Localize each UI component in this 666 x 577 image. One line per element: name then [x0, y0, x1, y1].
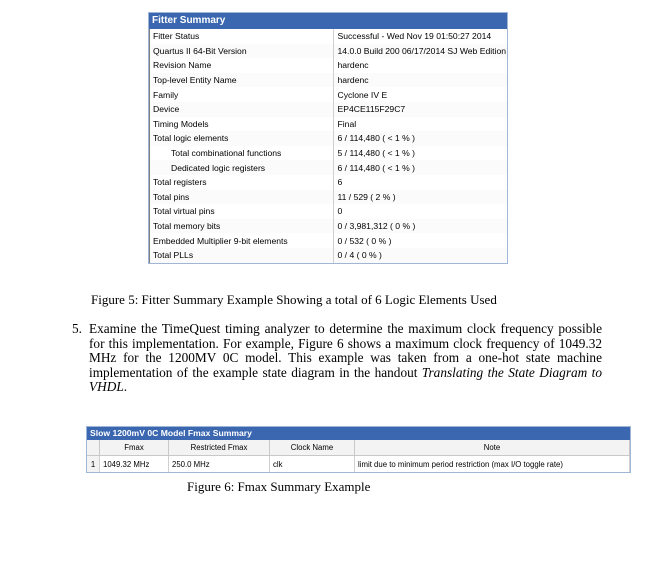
fmax-value: 1049.32 MHz — [100, 456, 169, 473]
row-label: Total combinational functions — [150, 146, 334, 161]
row-value: 6 / 114,480 ( < 1 % ) — [333, 160, 507, 175]
row-label: Quartus II 64-Bit Version — [150, 44, 334, 59]
row-value: Successful - Wed Nov 19 01:50:27 2014 — [337, 31, 492, 42]
row-label: Revision Name — [150, 58, 334, 73]
table-row — [150, 219, 507, 234]
row-value: 0 / 3,981,312 ( 0 % ) — [333, 219, 507, 234]
row-value: Final — [337, 118, 357, 129]
row-label: Total logic elements — [150, 131, 334, 146]
row-value: EP4CE115F29C7 — [333, 102, 507, 117]
row-value: 14.0.0 Build 200 06/17/2014 SJ Web Edition — [333, 44, 507, 59]
clock-name-value: clk — [270, 456, 355, 473]
row-value: 0 / 4 ( 0 % ) — [333, 248, 507, 263]
column-header-fmax: Fmax — [100, 440, 169, 456]
table-row — [150, 73, 507, 88]
row-value: 5 / 114,480 ( < 1 % ) — [337, 148, 415, 159]
table-row — [150, 29, 507, 44]
fmax-summary-panel — [86, 426, 631, 473]
step-number: 5. — [72, 321, 82, 336]
table-row — [150, 146, 507, 161]
table-row — [150, 87, 507, 102]
table-row — [150, 44, 507, 59]
row-label: Family — [150, 87, 334, 102]
row-value: 6 — [337, 177, 343, 188]
row-value: hardenc — [333, 73, 507, 88]
step-5-body — [89, 322, 602, 395]
table-row — [150, 131, 507, 146]
row-index: 1 — [87, 456, 100, 473]
step-5-text: Examine the TimeQuest timing analyzer to determine the maximum clock frequency possible for this implementation. For example, Figure 6 shows a maximum clock frequency of 1049.32 MHz for the 1200MV 0C model. This example was taken from a one-hot state machine implementation of the example state diagram in the handout — [89, 321, 602, 380]
step-5-text-end: . — [123, 379, 128, 395]
table-row — [150, 190, 507, 205]
fitter-summary-table — [149, 29, 507, 263]
row-value: 0 / 532 ( 0 % ) — [337, 235, 392, 246]
row-value: Cyclone IV E — [337, 89, 388, 100]
table-row — [150, 160, 507, 175]
row-label: Total virtual pins — [150, 204, 334, 219]
fitter-summary-panel — [148, 12, 508, 264]
column-header-note: Note — [355, 440, 630, 456]
row-label: Total memory bits — [150, 219, 334, 234]
restricted-fmax-value: 250.0 MHz — [169, 456, 270, 473]
figure-5-caption: Figure 5: Fitter Summary Example Showing a total of 6 Logic Elements Used — [91, 292, 497, 307]
fmax-summary-table — [87, 440, 630, 472]
table-row — [150, 58, 507, 73]
handout-title: Translating the State Diagram to VHDL — [89, 364, 603, 395]
table-row — [150, 102, 507, 117]
row-label: Device — [150, 102, 334, 117]
fmax-summary-title: Slow 1200mV 0C Model Fmax Summary — [87, 427, 630, 440]
row-value: hardenc — [337, 60, 369, 71]
table-row — [150, 175, 507, 190]
row-label: Timing Models — [150, 117, 334, 132]
fitter-summary-title: Fitter Summary — [149, 13, 507, 29]
row-value: 6 / 114,480 ( < 1 % ) — [333, 131, 507, 146]
note-value: limit due to minimum period restriction (max I/O toggle rate) — [355, 456, 630, 473]
column-header-clock-name: Clock Name — [270, 440, 355, 456]
table-row — [150, 117, 507, 132]
row-value: 0 — [337, 206, 343, 217]
table-row — [150, 204, 507, 219]
row-label: Dedicated logic registers — [150, 160, 334, 175]
step-5-paragraph — [72, 322, 602, 395]
table-row — [87, 456, 630, 473]
row-label: Embedded Multiplier 9-bit elements — [150, 233, 334, 248]
row-value: 11 / 529 ( 2 % ) — [333, 190, 507, 205]
row-label: Top-level Entity Name — [150, 73, 334, 88]
row-label: Total registers — [150, 175, 334, 190]
table-row — [150, 248, 507, 263]
row-label: Total pins — [150, 190, 334, 205]
figure-6-caption: Figure 6: Fmax Summary Example — [187, 479, 371, 494]
row-label: Total PLLs — [150, 248, 334, 263]
column-header-index — [87, 440, 100, 456]
row-label: Fitter Status — [150, 29, 334, 44]
column-header-restricted-fmax: Restricted Fmax — [169, 440, 270, 456]
table-row — [150, 233, 507, 248]
